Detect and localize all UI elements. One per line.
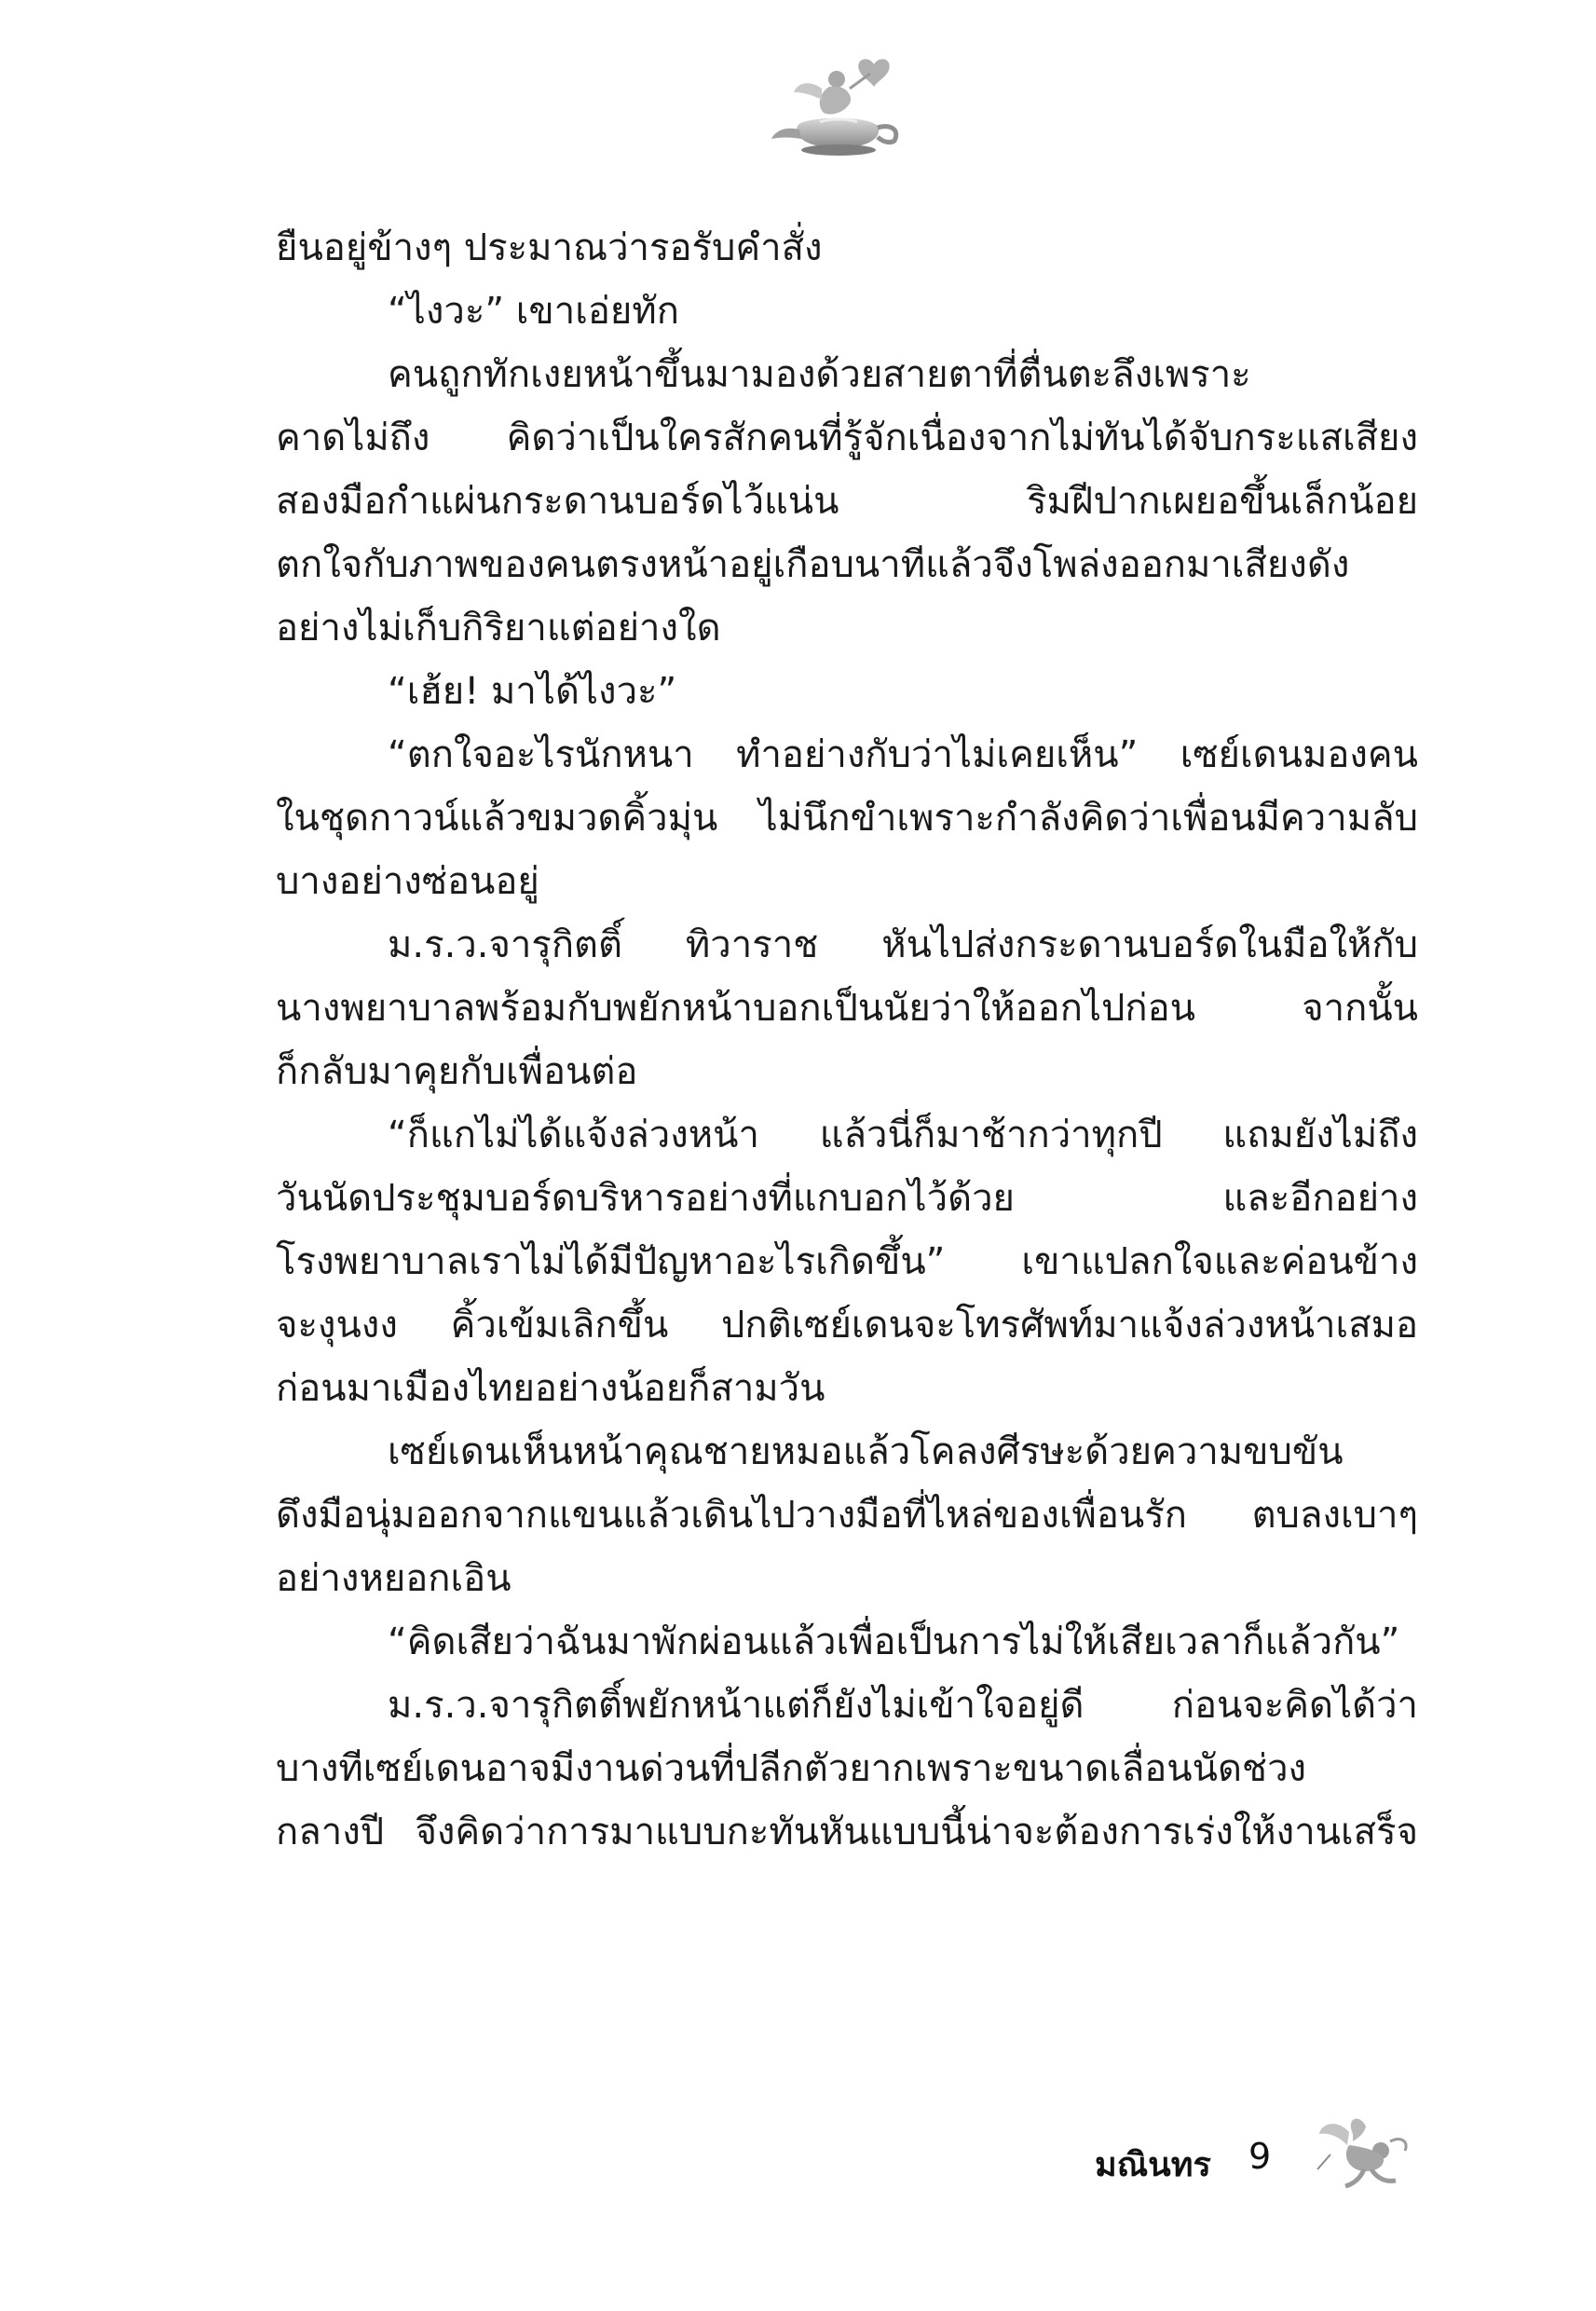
text-line: คนถูกทักเงยหน้าขึ้นมามองด้วยสายตาที่ตื่นตะลึงเพราะ <box>388 353 1251 396</box>
text-line: บางทีเซย์เดนอาจมีงานด่วนที่ปลีกตัวยากเพราะขนาดเลื่อนนัดช่วง <box>276 1747 1307 1790</box>
text-line: นางพยาบาลพร้อมกับพยักหน้าบอกเป็นนัยว่าให้ออกไปก่อน จากนั้น <box>276 987 1418 1030</box>
text-line: ก็กลับมาคุยกับเพื่อนต่อ <box>276 1050 638 1093</box>
text-line: “ก็แกไม่ได้แจ้งล่วงหน้า แล้วนี่ก็มาช้ากว่าทุกปี แถมยังไม่ถึง <box>388 1114 1418 1156</box>
text-line: อย่างไม่เก็บกิริยาแต่อย่างใด <box>276 607 721 650</box>
text-line: จะงุนงง คิ้วเข้มเลิกขึ้น ปกติเซย์เดนจะโทรศัพท์มาแจ้งล่วงหน้าเสมอ <box>276 1304 1418 1347</box>
text-line: เซย์เดนเห็นหน้าคุณชายหมอแล้วโคลงศีรษะด้วยความขบขัน <box>388 1430 1344 1473</box>
text-line: ก่อนมาเมืองไทยอย่างน้อยก็สามวัน <box>276 1367 825 1410</box>
text-line: “ตกใจอะไรนักหนา ทำอย่างกับว่าไม่เคยเห็น” เซย์เดนมองคน <box>388 733 1418 776</box>
text-line: “คิดเสียว่าฉันมาพักผ่อนแล้วเพื่อเป็นการไม่ให้เสียเวลาก็แล้วกัน” <box>388 1620 1400 1663</box>
text-line: อย่างหยอกเอิน <box>276 1557 512 1600</box>
text-line: โรงพยาบาลเราไม่ได้มีปัญหาอะไรเกิดขึ้น” เขาแปลกใจและค่อนข้าง <box>276 1240 1418 1283</box>
page-number: 9 <box>1248 2136 1272 2177</box>
cupid-ornament-icon <box>1312 2113 1414 2197</box>
text-line: ม.ร.ว.จารุกิตติ์ ทิวาราช หันไปส่งกระดานบอร์ดในมือให้กับ <box>388 923 1418 966</box>
text-line: คาดไม่ถึง คิดว่าเป็นใครสักคนที่รู้จักเนื่องจากไม่ทันได้จับกระแสเสียง <box>276 417 1418 459</box>
text-line: ยืนอยู่ข้างๆ ประมาณว่ารอรับคำสั่ง <box>276 226 823 269</box>
body-text <box>276 216 1418 1864</box>
text-line: กลางปี จึงคิดว่าการมาแบบกะทันหันแบบนี้น่าจะต้องการเร่งให้งานเสร็จ <box>276 1811 1418 1853</box>
text-line: วันนัดประชุมบอร์ดบริหารอย่างที่แกบอกไว้ด้วย และอีกอย่าง <box>276 1177 1418 1220</box>
text-line: สองมือกำแผ่นกระดานบอร์ดไว้แน่น ริมฝีปากเผยอขึ้นเล็กน้อย <box>276 480 1418 523</box>
text-line: ดึงมือนุ่มออกจากแขนแล้วเดินไปวางมือที่ไหล่ของเพื่อนรัก ตบลงเบาๆ <box>276 1494 1418 1537</box>
text-line: “เฮ้ย! มาได้ไงวะ” <box>388 670 677 713</box>
text-line: ม.ร.ว.จารุกิตติ์พยักหน้าแต่ก็ยังไม่เข้าใจอยู่ดี ก่อนจะคิดได้ว่า <box>388 1684 1418 1727</box>
text-line: บางอย่างซ่อนอยู่ <box>276 860 539 903</box>
text-line: “ไงวะ” เขาเอ่ยทัก <box>388 290 679 333</box>
text-line: ในชุดกาวน์แล้วขมวดคิ้วมุ่น ไม่นึกขำเพราะกำลังคิดว่าเพื่อนมีความลับ <box>276 797 1418 840</box>
cupid-teapot-ornament-icon <box>764 51 913 163</box>
text-line: ตกใจกับภาพของคนตรงหน้าอยู่เกือบนาทีแล้วจึงโพล่งออกมาเสียงดัง <box>276 543 1350 586</box>
footer-author: มณินทร <box>1095 2146 1211 2184</box>
page-footer <box>1071 2126 1425 2201</box>
